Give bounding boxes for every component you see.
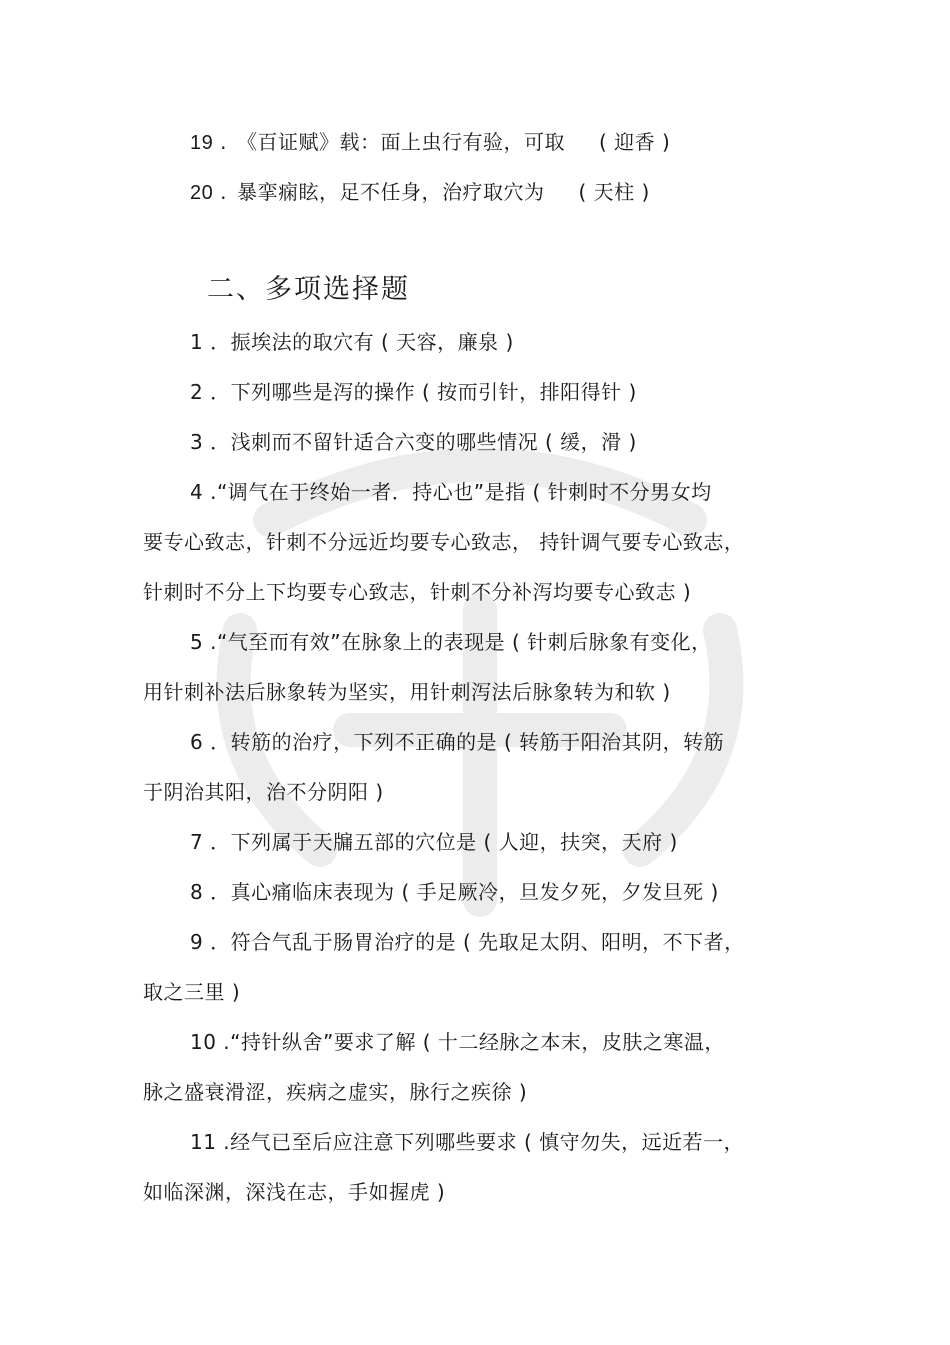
question-19 xyxy=(190,128,670,157)
mc-line: 5 .“气至而有效”在脉象上的表现是 ( 针刺后脉象有变化， xyxy=(190,630,712,654)
mc-line: 针刺时不分上下均要专心致志，针刺不分补泻均要专心致志 ) xyxy=(143,580,692,604)
mc-line: 用针刺补法后脉象转为坚实，用针刺泻法后脉象转为和软 ) xyxy=(143,680,671,704)
mc-line: 要专心致志，针刺不分远近均要专心致志， 持针调气要专心致志， xyxy=(143,530,745,554)
section-title-multi-choice: 二、多项选择题 xyxy=(207,274,410,305)
answer-text: ( 天柱 ) xyxy=(578,180,650,204)
mc-line: 2 ．下列哪些是泻的操作 ( 按而引针，排阳得针 ) xyxy=(190,380,637,404)
mc-line: 4 .“调气在于终始一者．持心也”是指 ( 针刺时不分男女均 xyxy=(190,480,712,504)
mc-line: 7 ．下列属于天牖五部的穴位是 ( 人迎，扶突，天府 ) xyxy=(190,830,678,854)
mc-line: 8 ．真心痛临床表现为 ( 手足厥冷，旦发夕死，夕发旦死 ) xyxy=(190,880,719,904)
question-separator: . xyxy=(213,130,227,154)
mc-line: 11 .经气已至后应注意下列哪些要求 ( 慎守勿失，远近若一， xyxy=(190,1130,745,1154)
mc-line: 取之三里 ) xyxy=(143,980,241,1004)
mc-line: 如临深渊，深浅在志，手如握虎 ) xyxy=(143,1180,446,1204)
mc-line: 于阴治其阳，治不分阴阳 ) xyxy=(143,780,384,804)
mc-line: 6 ．转筋的治疗，下列不正确的是 ( 转筋于阳治其阴，转筋 xyxy=(190,730,725,754)
question-number: 19 xyxy=(190,132,214,154)
mc-line: 9 ．符合气乱于肠胃治疗的是 ( 先取足太阴、阳明，不下者， xyxy=(190,930,745,954)
answer-text: ( 迎香 ) xyxy=(598,130,671,154)
mc-line: 脉之盛衰滑涩，疾病之虚实，脉行之疾徐 ) xyxy=(143,1080,528,1104)
question-number: 20 xyxy=(190,182,214,204)
mc-line: 3 ．浅刺而不留针适合六变的哪些情况 ( 缓，滑 ) xyxy=(190,430,637,454)
mc-line: 10 .“持针纵舍”要求了解 ( 十二经脉之本末，皮肤之寒温， xyxy=(190,1030,725,1054)
question-separator: . xyxy=(213,180,227,204)
mc-line: 1 ．振埃法的取穴有 ( 天容，廉泉 ) xyxy=(190,330,514,354)
question-20 xyxy=(190,178,650,207)
question-text: 暴挛痫眩，足不任身，治疗取穴为 xyxy=(236,180,545,204)
question-text: 《百证赋》载：面上虫行有验，可取 xyxy=(236,130,565,154)
